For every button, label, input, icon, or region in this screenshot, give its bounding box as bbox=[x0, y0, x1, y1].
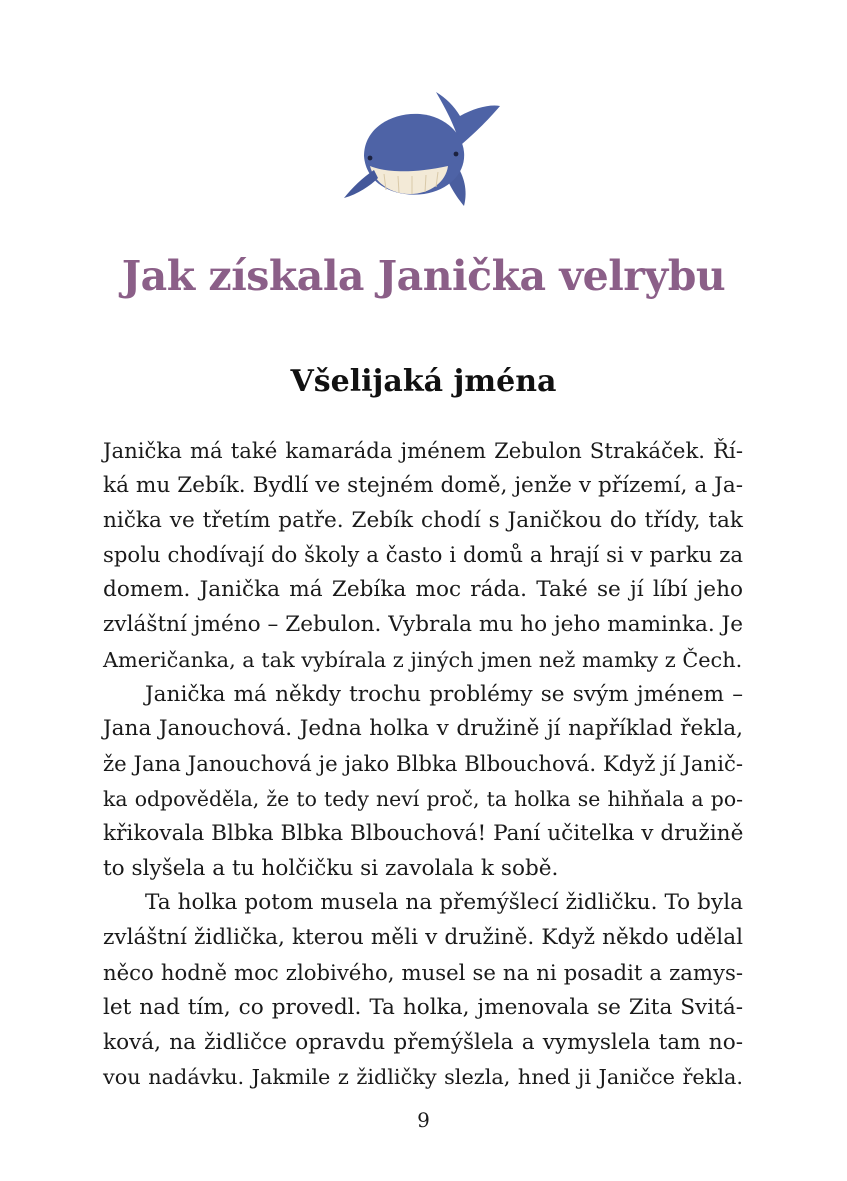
whale-icon bbox=[340, 86, 505, 211]
text-line: že Jana Janouchová je jako Blbka Blbouchová. Když jí Janič- bbox=[103, 751, 743, 777]
text-line: ká mu Zebík. Bydlí ve stejném domě, jenže v přízemí, a Ja- bbox=[103, 472, 743, 498]
text-line: vou nadávku. Jakmile z židličky slezla, hned ji Janičce řekla. bbox=[103, 1065, 743, 1090]
text-line: Američanka, a tak vybírala z jiných jmen než mamky z Čech. bbox=[103, 647, 743, 672]
text-line: let nad tím, co provedl. Ta holka, jmenovala se Zita Svitá- bbox=[103, 994, 743, 1020]
text-line: ka odpověděla, že to tedy neví proč, ta holka se hihňala a po- bbox=[103, 786, 743, 811]
text-line: Jana Janouchová. Jedna holka v družině jí například řekla, bbox=[103, 716, 743, 742]
text-line: zvláštní jméno – Zebulon. Vybrala mu ho jeho maminka. Je bbox=[103, 611, 743, 637]
text-line: Ta holka potom musela na přemýšlecí židličku. To byla bbox=[145, 890, 743, 916]
text-line: něco hodně moc zlobivého, musel se na ni posadit a zamys- bbox=[103, 959, 743, 985]
whale-eye-left bbox=[368, 156, 373, 161]
chapter-title: Jak získala Janička velrybu bbox=[121, 252, 726, 300]
text-line: zvláštní židlička, kterou měli v družině. Když někdo udělal bbox=[103, 925, 743, 951]
text-line: Janička má někdy trochu problémy se svým jménem – bbox=[145, 681, 743, 707]
text-line: ková, na židličce opravdu přemýšlela a vymyslela tam no- bbox=[103, 1029, 743, 1055]
text-line: Janička má také kamaráda jménem Zebulon Strakáček. Ří- bbox=[103, 438, 743, 463]
text-line: spolu chodívají do školy a často i domů a hrají si v parku za bbox=[103, 542, 743, 568]
whale-fin-front bbox=[344, 170, 378, 198]
text-line: to slyšela a tu holčičku si zavolala k sobě. bbox=[103, 855, 559, 881]
section-title: Všelijaká jména bbox=[290, 364, 557, 399]
text-line: nička ve třetím patře. Zebík chodí s Janičkou do třídy, tak bbox=[103, 507, 743, 533]
page-number: 9 bbox=[417, 1108, 430, 1132]
whale-eye-right bbox=[454, 152, 459, 157]
body-text bbox=[103, 434, 743, 1095]
text-line: křikovala Blbka Blbka Blbouchová! Paní učitelka v družině bbox=[103, 820, 744, 846]
text-line: domem. Janička má Zebíka moc ráda. Také se jí líbí jeho bbox=[103, 577, 743, 603]
